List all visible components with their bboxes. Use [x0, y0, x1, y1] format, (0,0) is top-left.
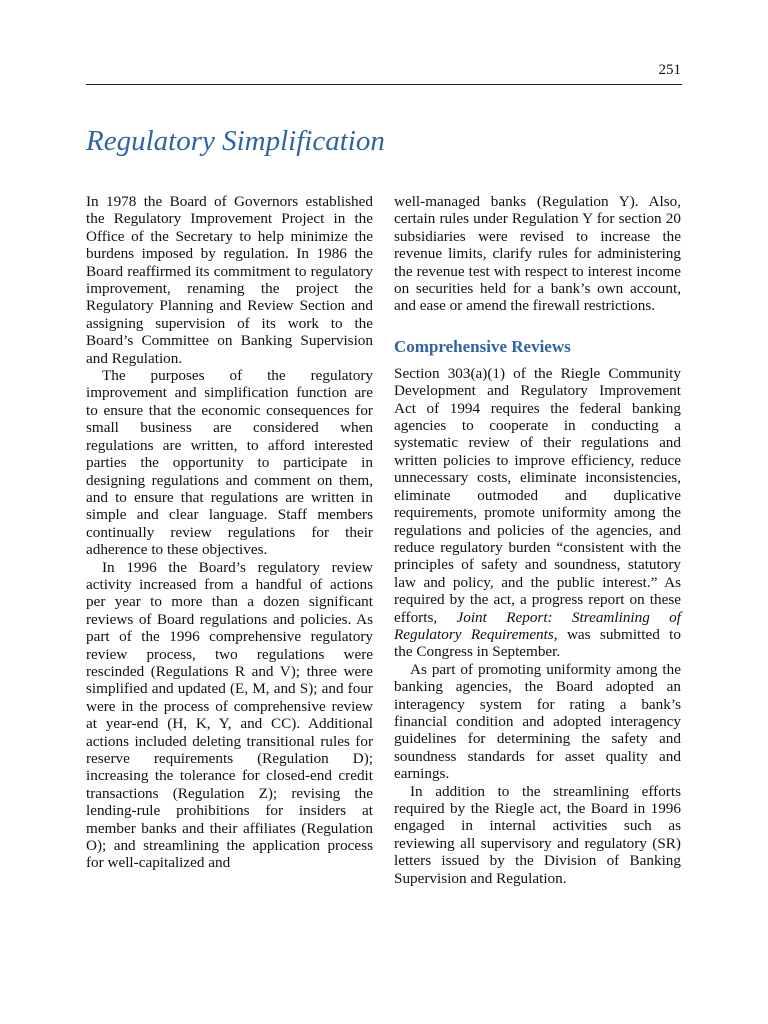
riegle-act-text: Section 303(a)(1) of the Riegle Community Development and Regulatory Improvement Act of 1994 requires the federal banking agencies to cooperate in conducting a systematic review of their regulations and written policies to improve efficiency, reduce unnecessary costs, eliminate inconsistencies, eliminate outmoded and duplicative requirements, promote uniformity among the regulations and policies of the agencies, and reduce regulatory burden “consistent with the principles of safety and soundness, statutory law and policy, and the public interest.” As required by the act, a progress report on these efforts, [394, 364, 681, 626]
left-column [86, 193, 373, 872]
paragraph-intro: In 1978 the Board of Governors established the Regulatory Improvement Project in the Office of the Secretary to help minimize the burdens imposed by regulation. In 1986 the Board reaffirmed its commitment to regulatory improvement, renaming the project the Regulatory Planning and Review Section and assigning supervision of its work to the Board’s Committee on Banking Supervision and Regulation. [86, 193, 373, 367]
riegle-act-text-end: was submitted to the Congress in September. [394, 625, 681, 661]
paragraph-streamlining: In addition to the streamlining efforts required by the Riegle act, the Board in 1996 engaged in internal activities such as reviewing all supervisory and regulatory (SR) letters issued by the Division of Banking Supervision and Regulation. [394, 782, 681, 887]
section-heading: Comprehensive Reviews [394, 336, 571, 356]
paragraph-1996-review: In 1996 the Board’s regulatory review activity increased from a handful of actions per year to more than a dozen significant reviews of Board regulations and policies. As part of the 1996 comprehensive regulatory review process, two regulations were rescinded (Regulations R and V); three were simplified and updated (E, M, and S); and four were in the process of comprehensive review at year-end (H, K, Y, and CC). Additional actions included deleting transitional rules for reserve requirements (Regulation D); increasing the tolerance for closed-end credit transactions (Regulation Z); revising the lending-rule prohibitions for insiders at member banks and their affiliates (Regulation O); and streamlining the application process for well-capitalized and [86, 558, 373, 872]
paragraph-regulation-y: well-managed banks (Regulation Y). Also, certain rules under Regulation Y for section 20 subsidiaries were revised to increase the revenue limits, clarify rules for administering the revenue test with respect to interest income on securities held for a bank’s own account, and ease or amend the firewall restrictions. [394, 193, 681, 315]
page-title: Regulatory Simplification [86, 125, 385, 157]
paragraph-purposes: The purposes of the regulatory improvement and simplification function are to ensure that the economic consequences for small business are considered when regulations are written, to afford interested parties the opportunity to participate in designing regulations and comment on them, and to ensure that regulations are written in simple and clear language. Staff members continually review regulations for their adherence to these objectives. [86, 367, 373, 559]
right-column [394, 193, 681, 887]
joint-report-title: Joint Report: Streamlining of Regulatory Requirements, [394, 608, 681, 643]
page-number: 251 [658, 62, 681, 78]
paragraph-riegle-act [394, 365, 681, 661]
paragraph-uniformity: As part of promoting uniformity among the banking agencies, the Board adopted an interagency system for rating a bank’s financial condition and adopted interagency guidelines for determining the safety and soundness standards for asset quality and earnings. [394, 660, 681, 783]
header-rule [86, 84, 682, 85]
